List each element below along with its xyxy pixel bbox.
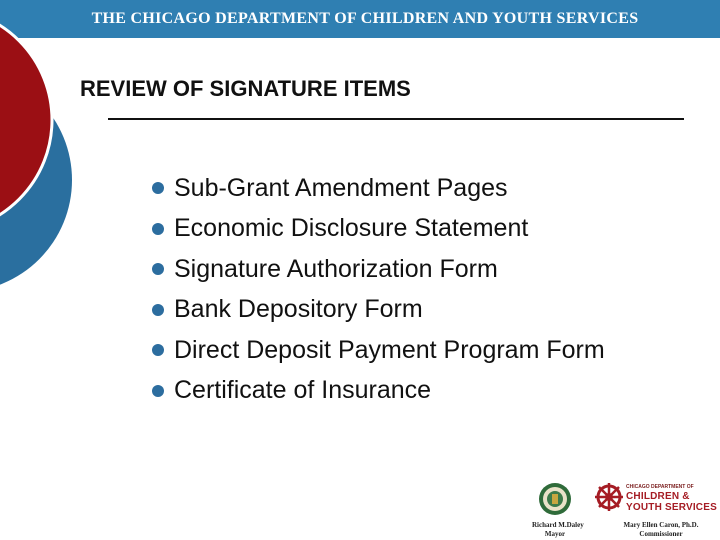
bullet-item xyxy=(152,209,605,250)
bullet-text: Certificate of Insurance xyxy=(174,376,432,405)
dcys-logo-icon xyxy=(594,482,624,512)
bullet-icon xyxy=(152,182,164,194)
dept-line-1: CHILDREN & xyxy=(626,491,690,502)
bullet-item xyxy=(152,330,605,371)
header-banner: THE CHICAGO DEPARTMENT OF CHILDREN AND YOUTH SERVICES xyxy=(0,0,720,38)
dept-line-2: YOUTH SERVICES xyxy=(626,502,717,513)
bullet-item xyxy=(152,249,605,290)
decorative-circles xyxy=(0,0,90,300)
commissioner-name: Mary Ellen Caron, Ph.D. xyxy=(623,521,699,529)
mayor-name: Richard M.Daley xyxy=(532,521,584,529)
bullet-text: Economic Disclosure Statement xyxy=(174,214,529,243)
bullet-list xyxy=(152,168,605,411)
bullet-icon xyxy=(152,304,164,316)
bullet-item xyxy=(152,290,605,331)
bullet-icon xyxy=(152,263,164,275)
bullet-icon xyxy=(152,344,164,356)
title-divider xyxy=(108,118,684,120)
bullet-item xyxy=(152,168,605,209)
bullet-icon xyxy=(152,223,164,235)
bullet-text: Sub-Grant Amendment Pages xyxy=(174,173,508,202)
dept-small-text: CHICAGO DEPARTMENT OF xyxy=(626,484,694,490)
mayor-title: Mayor xyxy=(544,530,566,538)
bullet-text: Signature Authorization Form xyxy=(174,254,498,283)
bullet-text: Direct Deposit Payment Program Form xyxy=(174,335,605,364)
commissioner-title: Commissioner xyxy=(639,530,683,538)
footer-logos xyxy=(532,478,720,540)
city-seal-icon xyxy=(538,482,572,516)
bullet-icon xyxy=(152,385,164,397)
bullet-text: Bank Depository Form xyxy=(174,295,423,324)
bullet-item xyxy=(152,371,605,412)
slide-title: REVIEW OF SIGNATURE ITEMS xyxy=(80,76,411,101)
